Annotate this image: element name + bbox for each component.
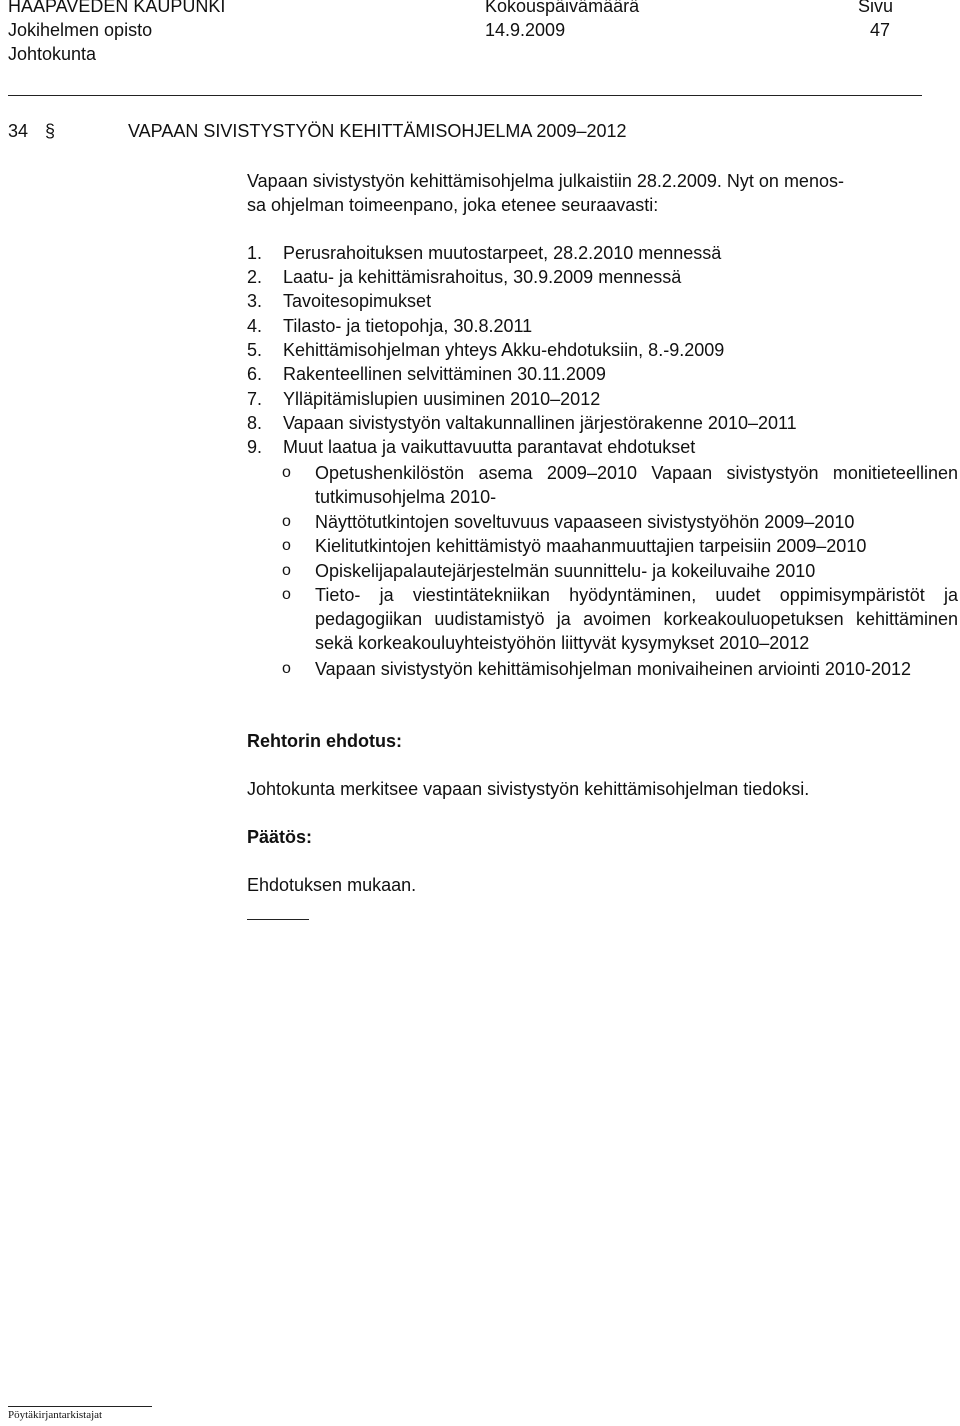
list-item-text: Kehittämisohjelman yhteys Akku-ehdotuksiin, 8.-9.2009 — [283, 340, 725, 360]
list-item-number: 6. — [247, 364, 263, 384]
list-item-number: 9. — [247, 437, 263, 457]
intro-line-1: Vapaan sivistystyön kehittämisohjelma julkaistiin 28.2.2009. Nyt on menos- — [247, 171, 844, 191]
list-item-number: 4. — [247, 316, 263, 336]
header-body: Johtokunta — [8, 44, 97, 64]
list-item-text: Tavoitesopimukset — [283, 291, 432, 311]
bullet-icon: o — [282, 562, 291, 579]
header-page-label: Sivu — [858, 0, 894, 16]
list-item-text: Vapaan sivistystyön valtakunnallinen järjestörakenne 2010–2011 — [283, 413, 797, 433]
list-item-text: Rakenteellinen selvittäminen 30.11.2009 — [283, 364, 606, 384]
list-item-text: Muut laatua ja vaikuttavuutta parantavat ehdotukset — [283, 437, 696, 457]
bullet-icon: o — [282, 660, 291, 677]
list-item-number: 3. — [247, 291, 263, 311]
sub-item-text: Kielitutkintojen kehittämistyö maahanmuuttajien tarpeisiin 2009–2010 — [315, 536, 867, 556]
proposal-text: Johtokunta merkitsee vapaan sivistystyön kehittämisohjelman tiedoksi. — [247, 779, 810, 799]
footer-label: Pöytäkirjantarkistajat — [8, 1409, 103, 1421]
bullet-icon: o — [282, 537, 291, 554]
section-title: VAPAAN SIVISTYSTYÖN KEHITTÄMISOHJELMA 2009–2012 — [128, 121, 627, 141]
sub-item-text: Vapaan sivistystyön kehittämisohjelman monivaiheinen arviointi 2010-2012 — [315, 659, 912, 679]
header-date-value: 14.9.2009 — [485, 20, 566, 40]
decision-heading: Päätös: — [247, 827, 313, 847]
list-item-number: 7. — [247, 389, 263, 409]
bullet-icon: o — [282, 464, 291, 481]
list-item-text: Tilasto- ja tietopohja, 30.8.2011 — [283, 316, 533, 336]
bullet-icon: o — [282, 513, 291, 530]
header-unit: Jokihelmen opisto — [8, 20, 153, 40]
list-item-text: Laatu- ja kehittämisrahoitus, 30.9.2009 mennessä — [283, 267, 682, 287]
decision-text: Ehdotuksen mukaan. — [247, 875, 417, 895]
intro-line-2: sa ohjelman toimeenpano, joka etenee seuraavasti: — [247, 195, 659, 215]
bullet-icon: o — [282, 586, 291, 603]
sub-item-text: Tieto- ja viestintätekniikan hyödyntäminen, uudet oppimisympäristöt ja pedagogiikan uudistamistyö ja avoimen korkeakouluopetuksen kehittäminen sekä korkeakouluyhteistyöhön liittyvät kysymykset 2010–2012 — [315, 585, 958, 653]
list-item-number: 1. — [247, 243, 263, 263]
list-item-text: Perusrahoituksen muutostarpeet, 28.2.2010 mennessä — [283, 243, 722, 263]
header-divider — [8, 95, 922, 96]
signature-line — [247, 919, 309, 920]
sub-item-text: Opetushenkilöstön asema 2009–2010 Vapaan sivistystyön monitieteellinen tutkimusohjelma 2010- — [315, 463, 958, 507]
proposal-heading: Rehtorin ehdotus: — [247, 731, 402, 751]
list-item-text: Ylläpitämislupien uusiminen 2010–2012 — [283, 389, 601, 409]
list-item-number: 5. — [247, 340, 263, 360]
list-item-number: 2. — [247, 267, 263, 287]
header-org: HAAPAVEDEN KAUPUNKI — [8, 0, 226, 16]
footer-divider — [8, 1406, 152, 1407]
header-date-label: Kokouspäivämäärä — [485, 0, 640, 16]
sub-item-text: Näyttötutkintojen soveltuvuus vapaaseen sivistystyöhön 2009–2010 — [315, 512, 855, 532]
section-number: 34 — [8, 121, 29, 141]
section-symbol: § — [45, 121, 56, 141]
sub-item-text: Opiskelijapalautejärjestelmän suunnittelu- ja kokeiluvaihe 2010 — [315, 561, 816, 581]
list-item-number: 8. — [247, 413, 263, 433]
header-page-value: 47 — [870, 20, 891, 40]
